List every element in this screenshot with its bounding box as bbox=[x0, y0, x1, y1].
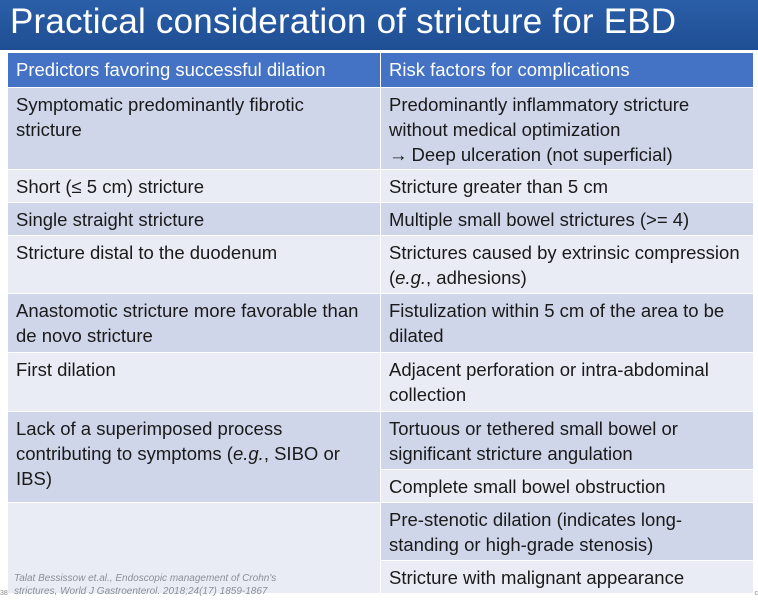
risk-cell: Stricture with malignant appearance bbox=[381, 561, 754, 594]
slide-header bbox=[0, 0, 758, 50]
table-row bbox=[8, 353, 754, 412]
risk-cell: Adjacent perforation or intra-abdominal collection bbox=[381, 353, 754, 412]
table-row bbox=[8, 203, 754, 236]
risk-subtext: Deep ulceration (not superficial) bbox=[411, 144, 673, 165]
table-row bbox=[8, 294, 754, 353]
predictor-text-post: , SIBO or IBS) bbox=[16, 443, 340, 489]
header-predictors: Predictors favoring successful dilation bbox=[8, 53, 381, 88]
predictor-text-em: e.g. bbox=[232, 443, 264, 464]
table-row bbox=[8, 236, 754, 294]
table-row bbox=[8, 170, 754, 203]
slide-title: Practical consideration of stricture for EBD bbox=[10, 2, 677, 41]
predictor-text: Symptomatic predominantly fibrotic stricture bbox=[16, 94, 304, 140]
predictor-text: Lack of a superimposed process contributing to symptoms ( bbox=[16, 418, 283, 464]
predictor-cell: Anastomotic stricture more favorable than de novo stricture bbox=[8, 294, 381, 353]
risk-text-em: e.g. bbox=[395, 267, 427, 288]
risk-cell: Multiple small bowel strictures (>= 4) bbox=[381, 203, 754, 236]
risk-cell: Pre-stenotic dilation (indicates long-standing or high-grade stenosis) bbox=[381, 503, 754, 561]
header-risk-factors: Risk factors for complications bbox=[381, 53, 754, 88]
predictor-cell: Stricture distal to the duodenum bbox=[8, 236, 381, 294]
risk-cell bbox=[381, 236, 754, 294]
table-row bbox=[8, 412, 754, 470]
risk-cell: Tortuous or tethered small bowel or significant stricture angulation bbox=[381, 412, 754, 470]
risk-cell: Complete small bowel obstruction bbox=[381, 470, 754, 503]
citation bbox=[14, 572, 276, 598]
citation-line-2: strictures, World J Gastroenterol. 2018;24(17) 1859-1867 bbox=[14, 586, 268, 597]
predictor-cell: Short (≤ 5 cm) stricture bbox=[8, 170, 381, 203]
predictor-cell bbox=[8, 88, 381, 170]
table-header-row bbox=[8, 53, 754, 88]
risk-text-post: , adhesions) bbox=[426, 267, 527, 288]
table-row bbox=[8, 88, 754, 170]
risk-cell bbox=[381, 88, 754, 170]
stricture-table bbox=[7, 52, 754, 594]
page-number: 38 bbox=[0, 590, 8, 597]
risk-cell: Fistulization within 5 cm of the area to be dilated bbox=[381, 294, 754, 353]
risk-text: Strictures caused by extrinsic compression ( bbox=[389, 242, 740, 288]
risk-cell: Stricture greater than 5 cm bbox=[381, 170, 754, 203]
predictor-cell: First dilation bbox=[8, 353, 381, 412]
right-arrow-icon: → bbox=[389, 144, 408, 165]
corner-mark: c bbox=[754, 590, 758, 597]
predictor-cell: Single straight stricture bbox=[8, 203, 381, 236]
citation-line-1: Talat Bessissow et.al., Endoscopic management of Crohn's bbox=[14, 573, 277, 584]
predictor-cell bbox=[8, 412, 381, 503]
risk-text: Predominantly inflammatory stricture without medical optimization bbox=[389, 94, 690, 140]
table-row bbox=[8, 503, 754, 561]
